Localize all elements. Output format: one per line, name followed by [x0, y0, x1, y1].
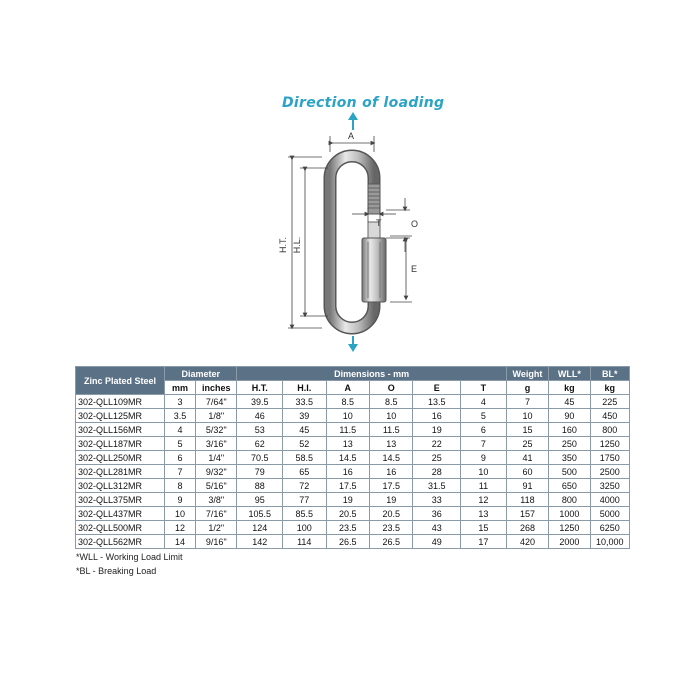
col-header: kg [549, 381, 590, 395]
table-cell: 25 [413, 451, 461, 465]
table-cell: 85.5 [283, 507, 326, 521]
table-cell: 13 [326, 437, 369, 451]
table-row [76, 493, 630, 507]
table-cell: 10 [165, 507, 196, 521]
table-cell: 6 [165, 451, 196, 465]
dim-label-a: A [348, 131, 355, 141]
table-cell: 118 [506, 493, 548, 507]
table-cell: 17.5 [326, 479, 369, 493]
table-cell: 4 [461, 395, 507, 409]
table-cell: 268 [506, 521, 548, 535]
table-cell: 14 [165, 535, 196, 549]
table-cell: 157 [506, 507, 548, 521]
table-cell: 45 [283, 423, 326, 437]
corner-header: Zinc Plated Steel [76, 367, 165, 395]
arrow-down-icon [348, 336, 358, 352]
table-row [76, 437, 630, 451]
table-cell: 91 [506, 479, 548, 493]
table-cell: 26.5 [326, 535, 369, 549]
table-cell: 14.5 [370, 451, 413, 465]
table-cell: 58.5 [283, 451, 326, 465]
table-cell: 19 [326, 493, 369, 507]
product-code-cell: 302-QLL109MR [76, 395, 165, 409]
table-cell: 17 [461, 535, 507, 549]
col-header: A [326, 381, 369, 395]
table-cell: 53 [237, 423, 283, 437]
table-cell: 49 [413, 535, 461, 549]
table-cell: 19 [370, 493, 413, 507]
table-cell: 11 [461, 479, 507, 493]
table-cell: 142 [237, 535, 283, 549]
table-cell: 17.5 [370, 479, 413, 493]
col-header: T [461, 381, 507, 395]
table-cell: 10,000 [590, 535, 629, 549]
table-cell: 1/8" [196, 409, 237, 423]
table-cell: 7/16" [196, 507, 237, 521]
table-cell: 350 [549, 451, 590, 465]
table-cell: 4 [165, 423, 196, 437]
table-cell: 6 [461, 423, 507, 437]
dimensions-header: Dimensions - mm [237, 367, 506, 381]
table-cell: 26.5 [370, 535, 413, 549]
table-cell: 60 [506, 465, 548, 479]
col-header: H.T. [237, 381, 283, 395]
product-code-cell: 302-QLL500MR [76, 521, 165, 535]
product-code-cell: 302-QLL156MR [76, 423, 165, 437]
table-row [76, 423, 630, 437]
table-cell: 2000 [549, 535, 590, 549]
table-cell: 25 [506, 437, 548, 451]
table-cell: 8.5 [326, 395, 369, 409]
table-cell: 3/8" [196, 493, 237, 507]
table-cell: 5/16" [196, 479, 237, 493]
table-cell: 16 [370, 465, 413, 479]
weight-header: Weight [506, 367, 548, 381]
table-cell: 39 [283, 409, 326, 423]
table-cell: 3/16" [196, 437, 237, 451]
dim-label-t: T [376, 218, 382, 228]
diameter-header: Diameter [165, 367, 237, 381]
table-cell: 95 [237, 493, 283, 507]
table-cell: 88 [237, 479, 283, 493]
table-cell: 1/4" [196, 451, 237, 465]
dim-label-hl: H.L. [292, 236, 302, 254]
arrow-up-icon [348, 112, 358, 130]
table-cell: 450 [590, 409, 629, 423]
table-cell: 160 [549, 423, 590, 437]
table-cell: 1250 [549, 521, 590, 535]
table-cell: 13 [370, 437, 413, 451]
col-header: H.I. [283, 381, 326, 395]
table-cell: 5000 [590, 507, 629, 521]
product-code-cell: 302-QLL437MR [76, 507, 165, 521]
table-cell: 1250 [590, 437, 629, 451]
footnote-bl: *BL - Breaking Load [76, 566, 157, 576]
quick-link-body [330, 156, 386, 328]
table-cell: 20.5 [326, 507, 369, 521]
table-cell: 3 [165, 395, 196, 409]
product-code-cell: 302-QLL187MR [76, 437, 165, 451]
table-cell: 20.5 [370, 507, 413, 521]
table-cell: 23.5 [370, 521, 413, 535]
table-cell: 11.5 [370, 423, 413, 437]
table-cell: 5 [165, 437, 196, 451]
table-cell: 9/16" [196, 535, 237, 549]
table-cell: 16 [326, 465, 369, 479]
table-cell: 33.5 [283, 395, 326, 409]
col-header: inches [196, 381, 237, 395]
table-cell: 105.5 [237, 507, 283, 521]
table-cell: 39.5 [237, 395, 283, 409]
table-cell: 7 [165, 465, 196, 479]
product-code-cell: 302-QLL125MR [76, 409, 165, 423]
table-cell: 45 [549, 395, 590, 409]
table-cell: 28 [413, 465, 461, 479]
dim-label-ht: H.T. [278, 236, 288, 254]
table-cell: 9 [165, 493, 196, 507]
table-row [76, 521, 630, 535]
table-cell: 36 [413, 507, 461, 521]
footnote-wll: *WLL - Working Load Limit [76, 552, 183, 562]
table-cell: 9/32" [196, 465, 237, 479]
table-cell: 800 [590, 423, 629, 437]
table-cell: 70.5 [237, 451, 283, 465]
table-cell: 500 [549, 465, 590, 479]
table-cell: 52 [283, 437, 326, 451]
table-cell: 9 [461, 451, 507, 465]
table-cell: 7 [506, 395, 548, 409]
table-cell: 10 [370, 409, 413, 423]
table-cell: 31.5 [413, 479, 461, 493]
product-code-cell: 302-QLL375MR [76, 493, 165, 507]
bl-header: BL* [590, 367, 629, 381]
table-cell: 250 [549, 437, 590, 451]
table-cell: 420 [506, 535, 548, 549]
spec-table [75, 366, 630, 549]
table-cell: 43 [413, 521, 461, 535]
table-cell: 1000 [549, 507, 590, 521]
table-row [76, 451, 630, 465]
table-cell: 100 [283, 521, 326, 535]
table-cell: 10 [326, 409, 369, 423]
table-cell: 2500 [590, 465, 629, 479]
table-cell: 15 [461, 521, 507, 535]
table-cell: 650 [549, 479, 590, 493]
table-cell: 16 [413, 409, 461, 423]
table-cell: 65 [283, 465, 326, 479]
product-code-cell: 302-QLL312MR [76, 479, 165, 493]
table-cell: 77 [283, 493, 326, 507]
table-cell: 46 [237, 409, 283, 423]
table-cell: 6250 [590, 521, 629, 535]
table-cell: 3250 [590, 479, 629, 493]
table-cell: 8.5 [370, 395, 413, 409]
table-cell: 114 [283, 535, 326, 549]
table-cell: 4000 [590, 493, 629, 507]
col-header: kg [590, 381, 629, 395]
table-cell: 15 [506, 423, 548, 437]
table-cell: 12 [165, 521, 196, 535]
table-row [76, 479, 630, 493]
product-code-cell: 302-QLL281MR [76, 465, 165, 479]
table-cell: 12 [461, 493, 507, 507]
table-cell: 13.5 [413, 395, 461, 409]
table-cell: 11.5 [326, 423, 369, 437]
table-cell: 1750 [590, 451, 629, 465]
table-cell: 33 [413, 493, 461, 507]
table-cell: 14.5 [326, 451, 369, 465]
table-row [76, 409, 630, 423]
table-cell: 19 [413, 423, 461, 437]
col-header: g [506, 381, 548, 395]
table-row [76, 395, 630, 409]
dim-label-e: E [411, 264, 418, 274]
col-header: O [370, 381, 413, 395]
footnotes [76, 550, 183, 578]
table-row [76, 465, 630, 479]
table-cell: 22 [413, 437, 461, 451]
table-cell: 1/2" [196, 521, 237, 535]
table-cell: 124 [237, 521, 283, 535]
wll-header: WLL* [549, 367, 590, 381]
table-cell: 10 [506, 409, 548, 423]
spec-table-body [76, 395, 630, 549]
table-cell: 90 [549, 409, 590, 423]
dim-label-o: O [411, 219, 419, 229]
table-cell: 8 [165, 479, 196, 493]
table-cell: 3.5 [165, 409, 196, 423]
table-cell: 10 [461, 465, 507, 479]
table-cell: 225 [590, 395, 629, 409]
table-cell: 7/64" [196, 395, 237, 409]
table-cell: 5 [461, 409, 507, 423]
table-cell: 41 [506, 451, 548, 465]
col-header: mm [165, 381, 196, 395]
table-cell: 23.5 [326, 521, 369, 535]
table-row [76, 507, 630, 521]
table-cell: 800 [549, 493, 590, 507]
table-cell: 79 [237, 465, 283, 479]
direction-of-loading-title: Direction of loading [282, 95, 445, 111]
table-cell: 13 [461, 507, 507, 521]
table-row [76, 535, 630, 549]
table-cell: 72 [283, 479, 326, 493]
product-code-cell: 302-QLL250MR [76, 451, 165, 465]
table-cell: 5/32" [196, 423, 237, 437]
product-code-cell: 302-QLL562MR [76, 535, 165, 549]
table-cell: 7 [461, 437, 507, 451]
col-header: E [413, 381, 461, 395]
table-cell: 62 [237, 437, 283, 451]
